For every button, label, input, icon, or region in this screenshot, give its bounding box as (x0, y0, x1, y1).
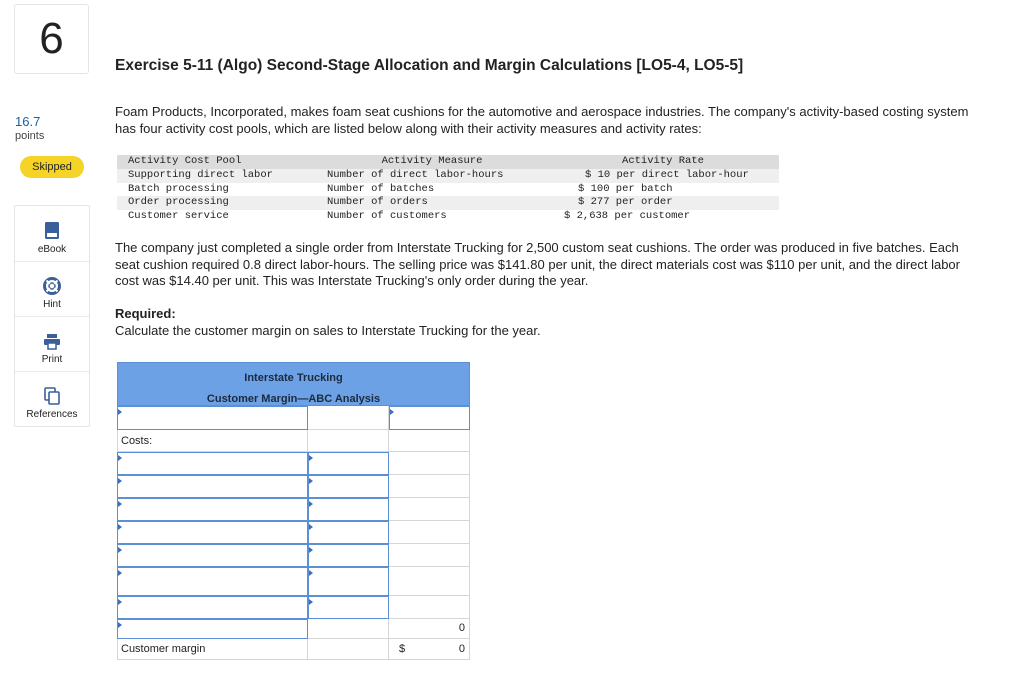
table-row (117, 619, 470, 639)
tools-panel (14, 205, 90, 427)
table-row (117, 639, 470, 660)
worksheet-title: Interstate Trucking (244, 372, 343, 384)
cost-amount-input[interactable] (308, 544, 389, 567)
status-badge: Skipped (20, 156, 84, 178)
cost-pool-cell: Customer service (128, 209, 229, 222)
points-value: 16.7 (15, 114, 41, 129)
table-row (117, 406, 470, 430)
sales-label-input[interactable] (117, 406, 308, 430)
currency-symbol: $ (399, 643, 406, 655)
cost-amount-input[interactable] (308, 521, 389, 544)
references-button[interactable] (15, 371, 89, 426)
total-costs-label-input[interactable] (117, 619, 308, 639)
measure-cell: Number of customers (327, 209, 447, 222)
ebook-button[interactable] (15, 206, 89, 261)
costs-label: Costs: (121, 435, 153, 447)
blank-cell (389, 430, 470, 452)
references-label: References (26, 409, 78, 420)
lifebuoy-icon (43, 277, 61, 295)
cost-label-input[interactable] (117, 521, 308, 544)
printer-icon (43, 333, 61, 350)
cost-label-input[interactable] (117, 567, 308, 596)
cost-label-input[interactable] (117, 452, 308, 475)
activity-rates-table (117, 155, 779, 223)
print-label: Print (41, 354, 63, 365)
table-row (117, 196, 779, 210)
exercise-title: Exercise 5-11 (Algo) Second-Stage Allocation and Margin Calculations [LO5-4, LO5-5] (115, 57, 744, 74)
table-row (117, 596, 470, 619)
cost-pool-cell: Batch processing (128, 182, 229, 195)
cost-amount-input[interactable] (308, 567, 389, 596)
rate-cell: $ 10 per direct labor-hour (547, 169, 779, 183)
column-header: Activity Measure (317, 155, 547, 169)
blank-cell (389, 544, 470, 567)
measure-cell: Number of orders (317, 196, 547, 210)
table-row (117, 498, 470, 521)
cost-label-input[interactable] (117, 596, 308, 619)
table-header-row (117, 155, 779, 169)
table-row (117, 430, 470, 452)
measure-cell: Number of direct labor-hours (317, 169, 547, 183)
cost-label-input[interactable] (117, 475, 308, 498)
table-row (117, 521, 470, 544)
customer-margin-worksheet (117, 362, 470, 655)
table-row (117, 475, 470, 498)
hint-label: Hint (43, 299, 61, 310)
table-row (117, 544, 470, 567)
table-row (117, 452, 470, 475)
points-label: points (15, 130, 45, 142)
total-costs-cell (389, 619, 470, 639)
question-number: 6 (14, 4, 89, 74)
book-icon (44, 221, 60, 240)
table-row (117, 169, 779, 183)
blank-cell (308, 619, 389, 639)
blank-cell (389, 475, 470, 498)
sales-amount-input[interactable] (389, 406, 470, 430)
column-header: Activity Rate (547, 155, 779, 169)
customer-margin-label: Customer margin (121, 643, 206, 655)
hint-button[interactable] (15, 261, 89, 316)
cost-label-input[interactable] (117, 498, 308, 521)
blank-cell (389, 521, 470, 544)
cost-pool-cell: Order processing (117, 196, 317, 210)
costs-label-cell (117, 430, 308, 452)
blank-cell (389, 567, 470, 596)
required-label: Required: (115, 306, 176, 321)
rate-cell: $ 2,638 per customer (564, 209, 691, 222)
total-costs-value: 0 (458, 622, 465, 634)
table-row (117, 183, 779, 197)
column-header: Activity Cost Pool (117, 155, 317, 169)
worksheet-header (117, 362, 470, 406)
measure-cell: Number of batches (327, 182, 435, 195)
blank-cell (389, 452, 470, 475)
cost-amount-input[interactable] (308, 475, 389, 498)
blank-cell (308, 639, 389, 660)
scenario-paragraph: The company just completed a single order from Interstate Trucking for 2,500 custom seat cushions. The order was produced in five batches. Each seat cushion required 0.8 direct labor-hours. The selling price was $141.80 per unit, the direct materials cost was $110 per unit, and the direct labor cost was $14.40 per unit. This was Interstate Trucking's only order during the year. (115, 240, 960, 288)
customer-margin-cell (389, 639, 470, 660)
cost-amount-input[interactable] (308, 596, 389, 619)
blank-cell (308, 430, 389, 452)
rate-cell: $ 277 per order (547, 196, 779, 210)
table-row (117, 567, 470, 596)
blank-cell (389, 596, 470, 619)
cost-label-input[interactable] (117, 544, 308, 567)
rate-cell: $ 100 per batch (578, 182, 673, 195)
sales-blank-cell (308, 406, 389, 430)
cost-amount-input[interactable] (308, 498, 389, 521)
customer-margin-value: 0 (458, 643, 465, 655)
intro-paragraph: Foam Products, Incorporated, makes foam seat cushions for the automotive and aerospace industries. The company's activity-based costing system has four activity cost pools, which are listed below along with their activity measures and activity rates: (115, 104, 969, 136)
table-row (117, 210, 779, 224)
cost-amount-input[interactable] (308, 452, 389, 475)
ebook-label: eBook (37, 244, 67, 255)
print-button[interactable] (15, 316, 89, 371)
customer-margin-label-cell (117, 639, 308, 660)
required-text: Calculate the customer margin on sales to Interstate Trucking for the year. (115, 323, 541, 338)
cost-pool-cell: Supporting direct labor (117, 169, 317, 183)
worksheet-subtitle: Customer Margin—ABC Analysis (206, 393, 381, 405)
blank-cell (389, 498, 470, 521)
copy-icon (44, 387, 60, 405)
